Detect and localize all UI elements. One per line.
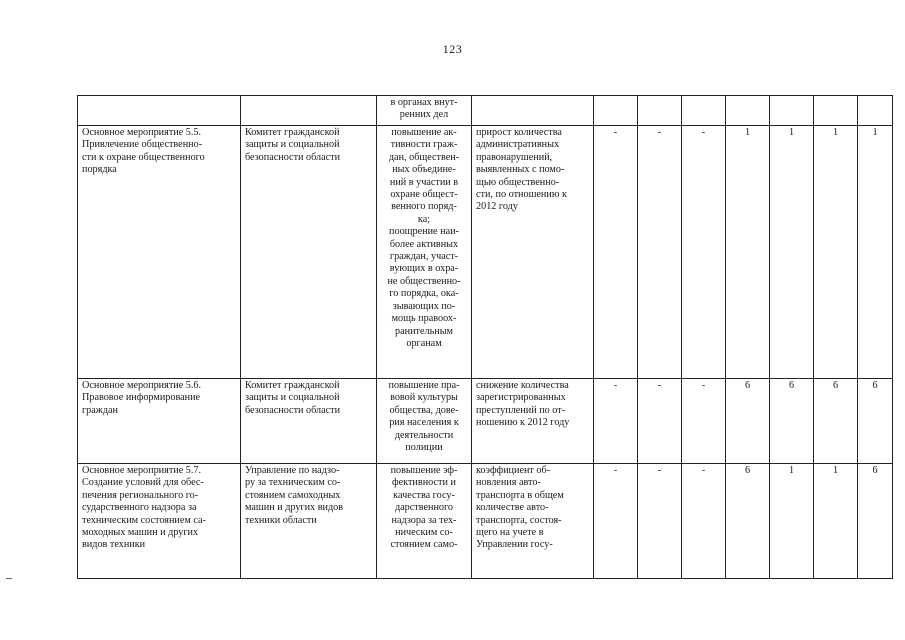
value-cell: 1 — [814, 126, 858, 379]
cell-line: ных объедине- — [392, 164, 456, 176]
indicator-cell — [472, 126, 594, 379]
cell-line: техники области — [245, 514, 317, 526]
value-cell: - — [682, 379, 726, 464]
value-cell: 1 — [858, 126, 893, 379]
cell-line: преступлений по от- — [476, 404, 566, 416]
cell-line: органам — [406, 337, 442, 349]
value-cell: - — [594, 464, 638, 579]
table-row — [78, 96, 893, 126]
cell-line: новления авто- — [476, 477, 541, 489]
indicator-cell — [472, 379, 594, 464]
cell-line: рия населения к — [389, 417, 459, 429]
cell-line: Основное мероприятие 5.6. — [82, 380, 202, 391]
value-cell: - — [638, 379, 682, 464]
value-cell — [858, 96, 893, 126]
cell-line: сударственного надзора за — [82, 502, 197, 514]
cell-line: ранительным — [395, 325, 453, 337]
cell-line: коэффициент об- — [476, 465, 551, 476]
cell-line: порядка — [82, 164, 117, 176]
cell-line: Комитет гражданской — [245, 127, 340, 138]
cell-line: не общественно- — [387, 275, 461, 287]
cell-line: щего на учете в — [476, 527, 544, 539]
value-cell: - — [638, 464, 682, 579]
cell-line: защиты и социальной — [245, 139, 340, 151]
cell-line: видов техники — [82, 539, 146, 551]
cell-line: печения регионального го- — [82, 489, 199, 501]
value-cell: 6 — [858, 464, 893, 579]
cell-line: качества госу- — [393, 489, 455, 501]
cell-line: повышение пра- — [388, 380, 460, 391]
cell-line: ний в участии в — [389, 176, 459, 188]
measure-name-cell — [78, 379, 241, 464]
cell-line: повышение эф- — [390, 465, 458, 476]
cell-line: правонарушений, — [476, 151, 553, 163]
measure-name-cell — [78, 464, 241, 579]
cell-line: общества, дове- — [389, 404, 459, 416]
measures-table — [77, 95, 893, 579]
cell-line: поощрение наи- — [389, 226, 459, 238]
value-cell: 6 — [726, 379, 770, 464]
cell-line: моходных машин и других — [82, 527, 199, 539]
cell-line: Комитет гражданской — [245, 380, 340, 391]
cell-line: стоянием самоходных — [245, 489, 341, 501]
cell-line: транспорта в общем — [476, 489, 564, 501]
measure-name-cell — [78, 96, 241, 126]
cell-line: мощь правоох- — [391, 313, 457, 325]
cell-line: безопасности области — [245, 151, 341, 163]
cell-line: зывающих по- — [392, 300, 456, 312]
cell-line: транспорта, состоя- — [476, 514, 562, 526]
expected-result-cell — [377, 379, 472, 464]
expected-result-cell — [377, 96, 472, 126]
cell-line: надзора за тех- — [391, 514, 457, 526]
cell-line: зарегистрированных — [476, 392, 566, 404]
cell-line: вовой культуры — [390, 392, 458, 404]
value-cell — [726, 96, 770, 126]
cell-line: снижение количества — [476, 380, 569, 391]
value-cell: 1 — [770, 464, 814, 579]
value-cell: - — [594, 126, 638, 379]
cell-line: щью общественно- — [476, 176, 560, 188]
value-cell — [638, 96, 682, 126]
cell-line: дарственного — [394, 502, 454, 514]
cell-line: граждан, участ- — [389, 251, 459, 263]
cell-line: деятельности — [394, 429, 454, 441]
cell-line: выявленных с помо- — [476, 164, 565, 176]
value-cell: 6 — [770, 379, 814, 464]
cell-line: вующих в охра- — [389, 263, 459, 275]
cell-line: безопасности области — [245, 404, 341, 416]
cell-line: машин и других видов — [245, 502, 344, 514]
scan-edge-mark — [6, 578, 12, 579]
cell-line: ношению к 2012 году — [476, 417, 570, 429]
cell-line: Управлении госу- — [476, 539, 553, 551]
value-cell — [814, 96, 858, 126]
cell-line: ническим со- — [395, 527, 453, 539]
value-cell: 6 — [858, 379, 893, 464]
cell-line: сти, по отношению к — [476, 189, 567, 201]
cell-line: ренних дел — [399, 109, 449, 121]
value-cell — [682, 96, 726, 126]
cell-line: административных — [476, 139, 560, 151]
cell-line: стоянием само- — [390, 539, 458, 551]
executor-cell — [241, 464, 377, 579]
cell-line: граждан — [82, 404, 118, 416]
table-row — [78, 379, 893, 464]
cell-line: ру за техническим со- — [245, 477, 341, 489]
executor-cell — [241, 126, 377, 379]
cell-line: фективности и — [392, 477, 456, 489]
value-cell — [770, 96, 814, 126]
cell-line: дан, обществен- — [388, 151, 460, 163]
cell-line: более активных — [389, 238, 459, 250]
table-row — [78, 126, 893, 379]
cell-line: техническим состоянием са- — [82, 514, 206, 526]
cell-line: защиты и социальной — [245, 392, 340, 404]
expected-result-cell — [377, 464, 472, 579]
cell-line: Основное мероприятие 5.7. — [82, 465, 202, 476]
indicator-cell — [472, 96, 594, 126]
cell-line: повышение ак- — [391, 127, 457, 138]
value-cell — [594, 96, 638, 126]
value-cell: 6 — [814, 379, 858, 464]
value-cell: - — [594, 379, 638, 464]
value-cell: - — [682, 464, 726, 579]
value-cell: - — [638, 126, 682, 379]
cell-line: венного поряд- — [391, 201, 457, 213]
cell-line: Правовое информирование — [82, 392, 201, 404]
expected-result-cell — [377, 126, 472, 379]
value-cell: - — [682, 126, 726, 379]
value-cell: 6 — [726, 464, 770, 579]
executor-cell — [241, 96, 377, 126]
executor-cell — [241, 379, 377, 464]
cell-line: прирост количества — [476, 127, 562, 138]
cell-line: Привлечение общественно- — [82, 139, 203, 151]
measure-name-cell — [78, 126, 241, 379]
value-cell: 1 — [770, 126, 814, 379]
cell-line: количестве авто- — [476, 502, 549, 514]
cell-line: Основное мероприятие 5.5. — [82, 127, 202, 138]
cell-line: в органах внут- — [390, 97, 458, 108]
cell-line: тивности граж- — [390, 139, 458, 151]
cell-line: го порядка, ока- — [389, 288, 459, 300]
indicator-cell — [472, 464, 594, 579]
cell-line: 2012 году — [476, 201, 518, 213]
cell-line: охране общест- — [390, 189, 458, 201]
page-number: 123 — [442, 42, 463, 56]
table-row — [78, 464, 893, 579]
value-cell: 1 — [814, 464, 858, 579]
cell-line: Создание условий для обес- — [82, 477, 204, 489]
cell-line: полиции — [405, 442, 443, 454]
cell-line: сти к охране общественного — [82, 151, 205, 163]
value-cell: 1 — [726, 126, 770, 379]
cell-line: ка; — [417, 213, 431, 225]
cell-line: Управление по надзо- — [245, 465, 340, 476]
